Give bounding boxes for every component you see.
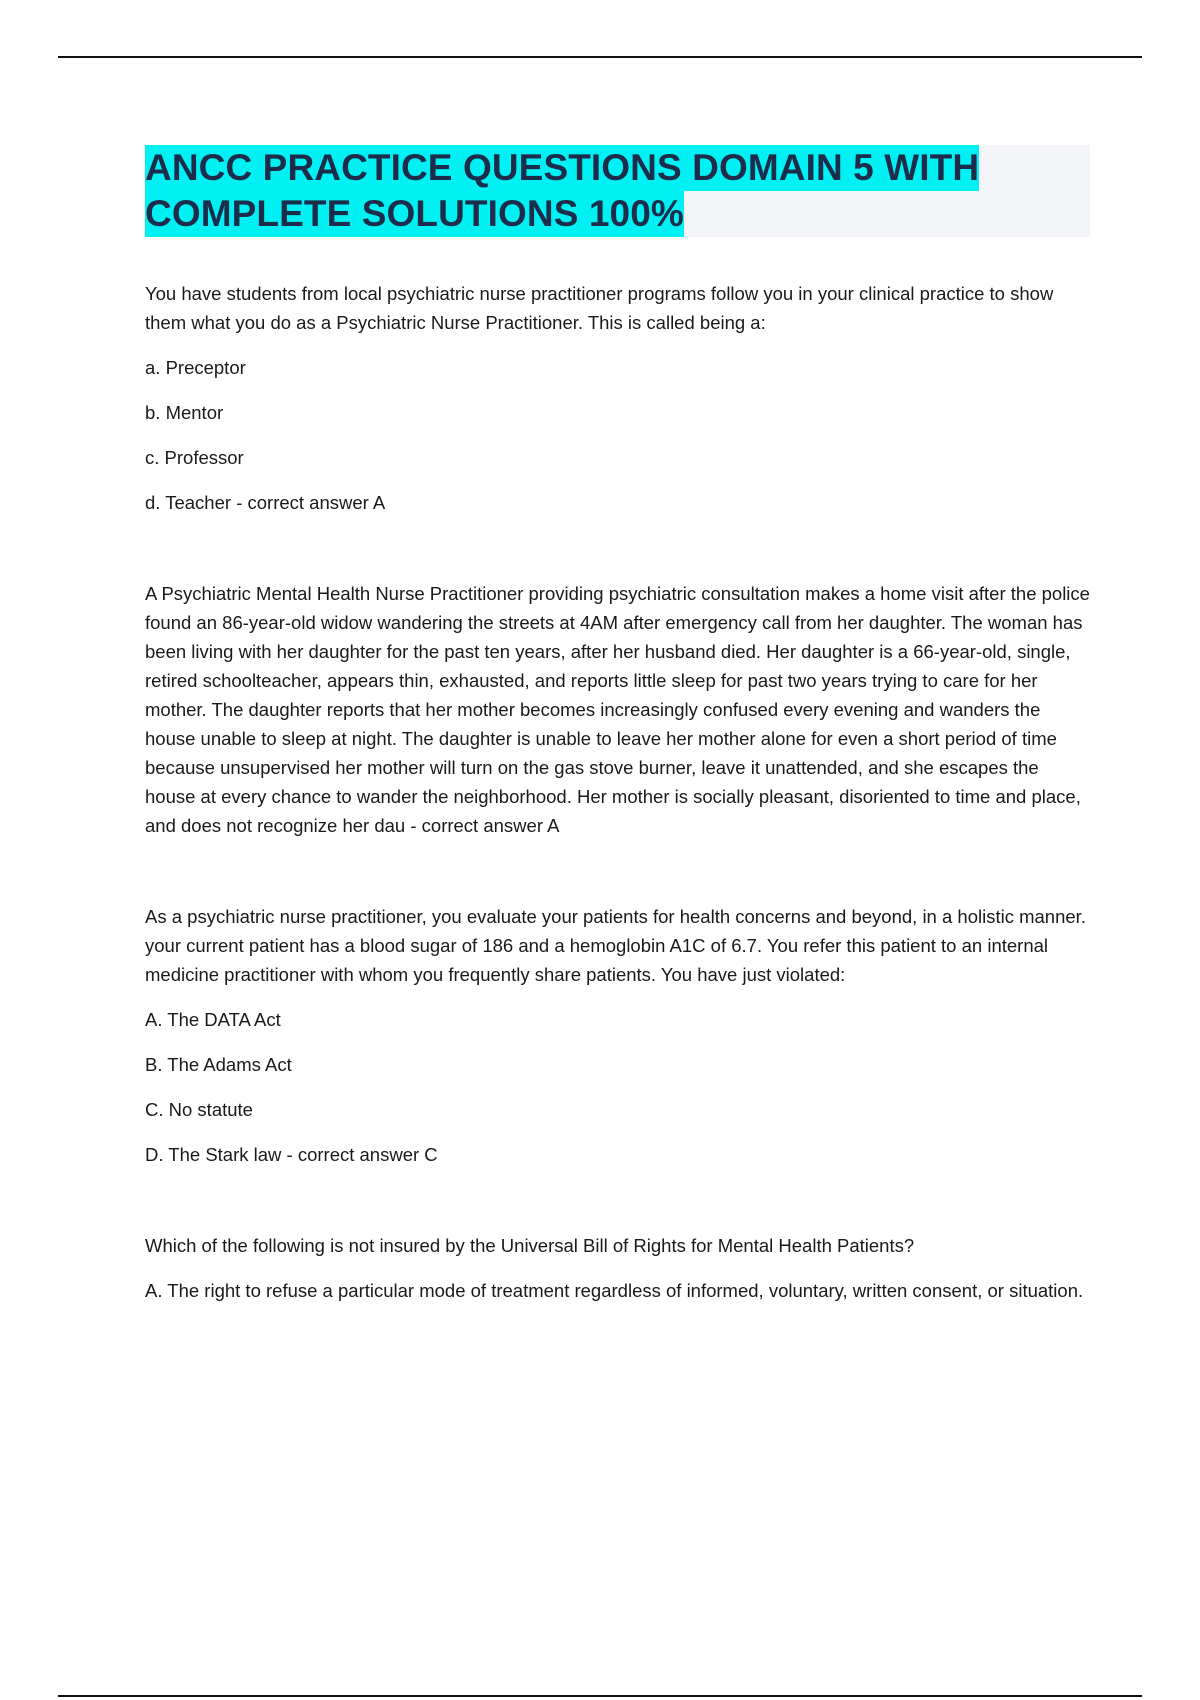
question-stem: A Psychiatric Mental Health Nurse Practitioner providing psychiatric consultation makes a home visit after the police found an 86-year-old widow wandering the streets at 4AM after emergency call from her daughter. The woman has been living with her daughter for the past ten years, after her husband died. Her daughter is a 66-year-old, single, retired schoolteacher, appears thin, exhausted, and reports little sleep for past two years trying to care for her mother. The daughter reports that her mother becomes increasingly confused every evening and wanders the house unable to sleep at night. The daughter is unable to leave her mother alone for even a short period of time because unsupervised her mother will turn on the gas stove burner, leave it unattended, and she escapes the house at every chance to wander the neighborhood. Her mother is socially pleasant, disoriented to time and place, and does not recognize her dau - correct answer A (145, 583, 1090, 836)
question-3 (145, 902, 1090, 1169)
title-line-2: COMPLETE SOLUTIONS 100% (145, 191, 684, 237)
spacer (145, 856, 1090, 902)
title-line-1: ANCC PRACTICE QUESTIONS DOMAIN 5 WITH (145, 145, 979, 191)
answer-option: a. Preceptor (145, 357, 246, 378)
document-body (145, 145, 1090, 1321)
question-stem: Which of the following is not insured by the Universal Bill of Rights for Mental Health Patients? (145, 1235, 915, 1256)
answer-option: A. The right to refuse a particular mode of treatment regardless of informed, voluntary, written consent, or situation. (145, 1280, 1084, 1301)
spacer (145, 533, 1090, 579)
question-4 (145, 1231, 1090, 1305)
header-rule (58, 56, 1142, 58)
footer-rule (58, 1695, 1142, 1697)
answer-option: B. The Adams Act (145, 1054, 292, 1075)
question-stem: You have students from local psychiatric nurse practitioner programs follow you in your clinical practice to show them what you do as a Psychiatric Nurse Practitioner. This is called being a: (145, 283, 1054, 333)
answer-option: C. No statute (145, 1099, 253, 1120)
question-stem: As a psychiatric nurse practitioner, you evaluate your patients for health concerns and beyond, in a holistic manner. your current patient has a blood sugar of 186 and a hemoglobin A1C of 6.7. You refer this patient to an internal medicine practitioner with whom you frequently share patients. You have just violated: (145, 906, 1086, 985)
question-1 (145, 279, 1090, 517)
answer-option: D. The Stark law - correct answer C (145, 1144, 438, 1165)
spacer (145, 1185, 1090, 1231)
answer-option: d. Teacher - correct answer A (145, 492, 386, 513)
document-title (145, 145, 1090, 237)
answer-option: b. Mentor (145, 402, 224, 423)
question-2 (145, 579, 1090, 840)
answer-option: c. Professor (145, 447, 244, 468)
answer-option: A. The DATA Act (145, 1009, 281, 1030)
